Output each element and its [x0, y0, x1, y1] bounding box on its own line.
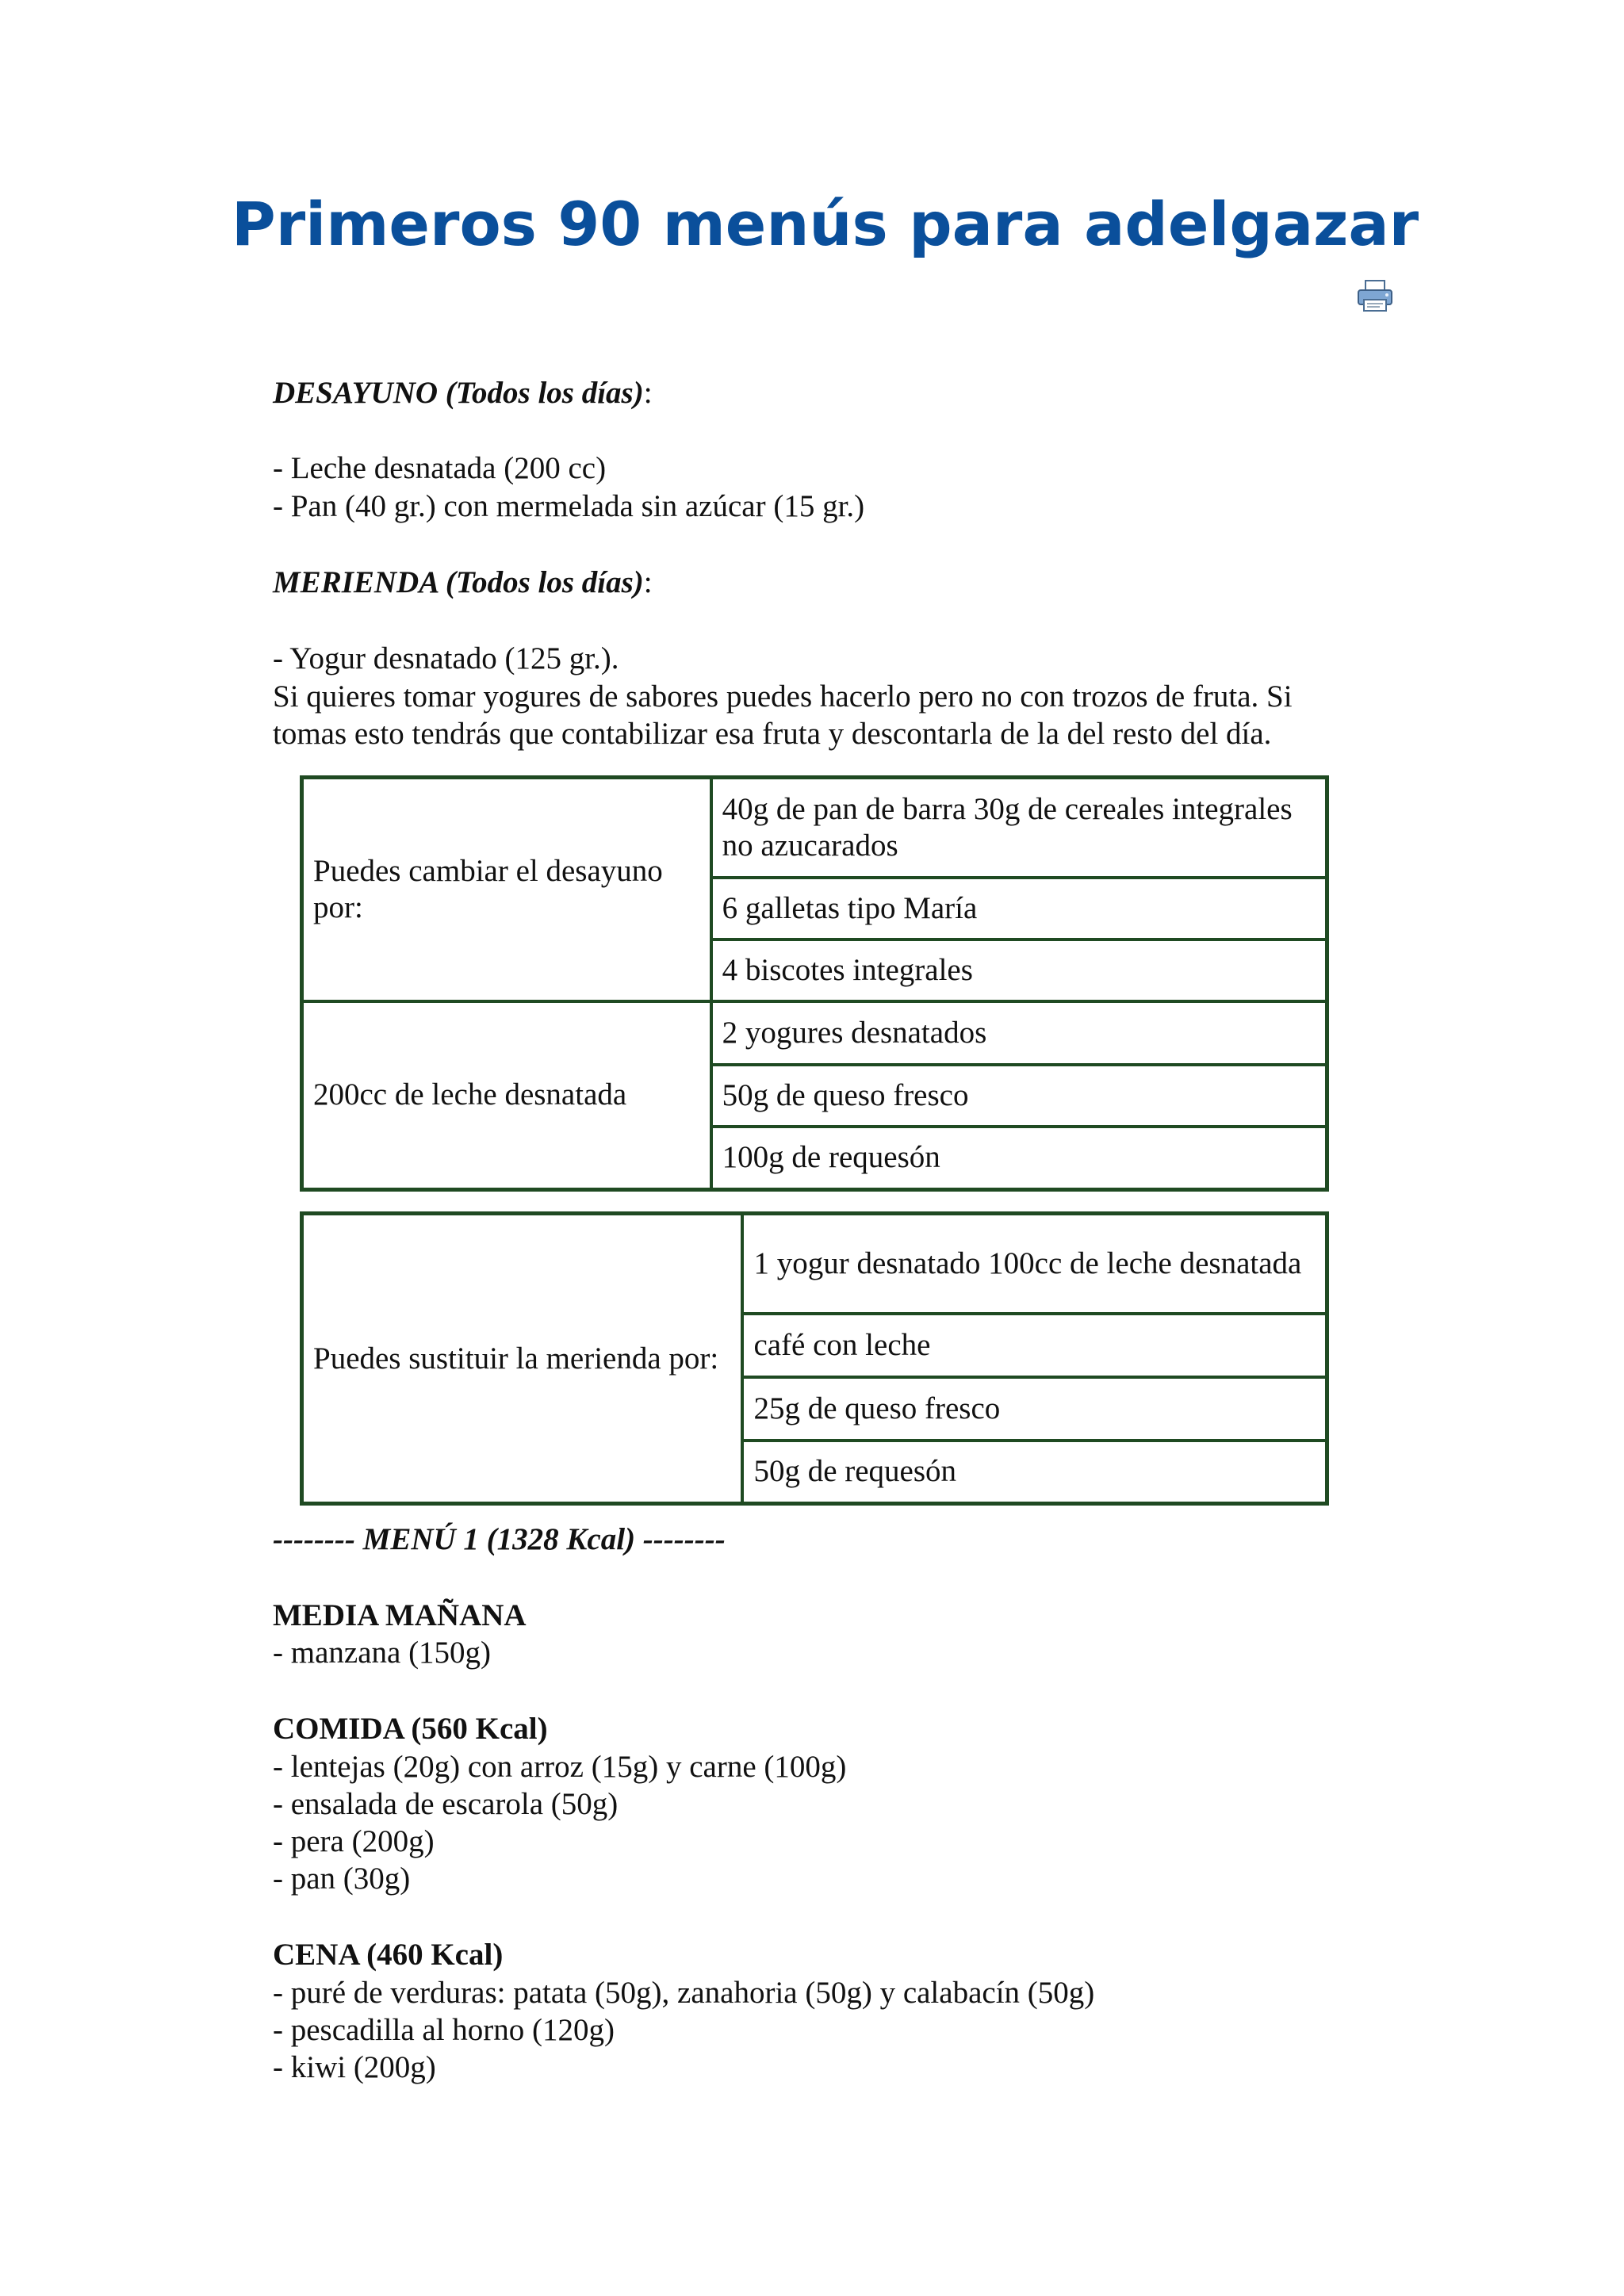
list-item: - Yogur desnatado (125 gr.).	[273, 641, 619, 675]
list-item: - puré de verduras: patata (50g), zanahoria (50g) y calabacín (50g)	[273, 1976, 1095, 2010]
table-cell-option: 100g de requesón	[711, 1127, 1327, 1190]
table-row	[302, 1214, 1327, 1314]
table-cell-option: 50g de requesón	[742, 1441, 1327, 1504]
table-cell-option: 50g de queso fresco	[711, 1065, 1327, 1127]
table-cell-option: 1 yogur desnatado 100cc de leche desnatada	[742, 1214, 1327, 1314]
table-cell-option: café con leche	[742, 1314, 1327, 1377]
cena-heading: CENA (460 Kcal)	[273, 1938, 504, 1972]
list-item: - ensalada de escarola (50g)	[273, 1787, 619, 1821]
table-row	[302, 1001, 1327, 1065]
media-manana-heading: MEDIA MAÑANA	[273, 1598, 527, 1632]
menu-heading: -------- MENÚ 1 (1328 Kcal) --------	[273, 1522, 726, 1556]
list-item: - pan (30g)	[273, 1862, 411, 1896]
list-item: - lentejas (20g) con arroz (15g) y carne (100g)	[273, 1750, 847, 1784]
page-title: Primeros 90 menús para adelgazar	[232, 189, 1419, 259]
table-cell-label: Puedes cambiar el desayuno por:	[302, 778, 711, 1001]
desayuno-heading: DESAYUNO (Todos los días):	[273, 376, 653, 410]
table-cell-option: 25g de queso fresco	[742, 1377, 1327, 1441]
merienda-note: tomas esto tendrás que contabilizar esa fruta y descontarla de la del resto del día.	[273, 717, 1272, 751]
comida-heading: COMIDA (560 Kcal)	[273, 1712, 548, 1746]
list-item: - Pan (40 gr.) con mermelada sin azúcar (15 gr.)	[273, 489, 865, 523]
list-item: - manzana (150g)	[273, 1636, 492, 1670]
table-cell-label: Puedes sustituir la merienda por:	[302, 1214, 743, 1504]
list-item: - pescadilla al horno (120g)	[273, 2013, 615, 2047]
desayuno-substitution-table	[300, 775, 1329, 1192]
table-cell-option: 6 galletas tipo María	[711, 878, 1327, 939]
table-cell-option: 40g de pan de barra 30g de cereales integrales no azucarados	[711, 778, 1327, 878]
list-item: - pera (200g)	[273, 1824, 435, 1858]
table-row	[302, 778, 1327, 878]
merienda-heading: MERIENDA (Todos los días):	[273, 565, 653, 599]
printer-icon[interactable]	[1356, 279, 1394, 314]
list-item: - Leche desnatada (200 cc)	[273, 451, 607, 485]
table-cell-label: 200cc de leche desnatada	[302, 1001, 711, 1190]
merienda-note: Si quieres tomar yogures de sabores puedes hacerlo pero no con trozos de fruta. Si	[273, 679, 1293, 714]
merienda-substitution-table	[300, 1211, 1329, 1506]
list-item: - kiwi (200g)	[273, 2050, 436, 2084]
table-cell-option: 4 biscotes integrales	[711, 939, 1327, 1001]
table-cell-option: 2 yogures desnatados	[711, 1001, 1327, 1065]
